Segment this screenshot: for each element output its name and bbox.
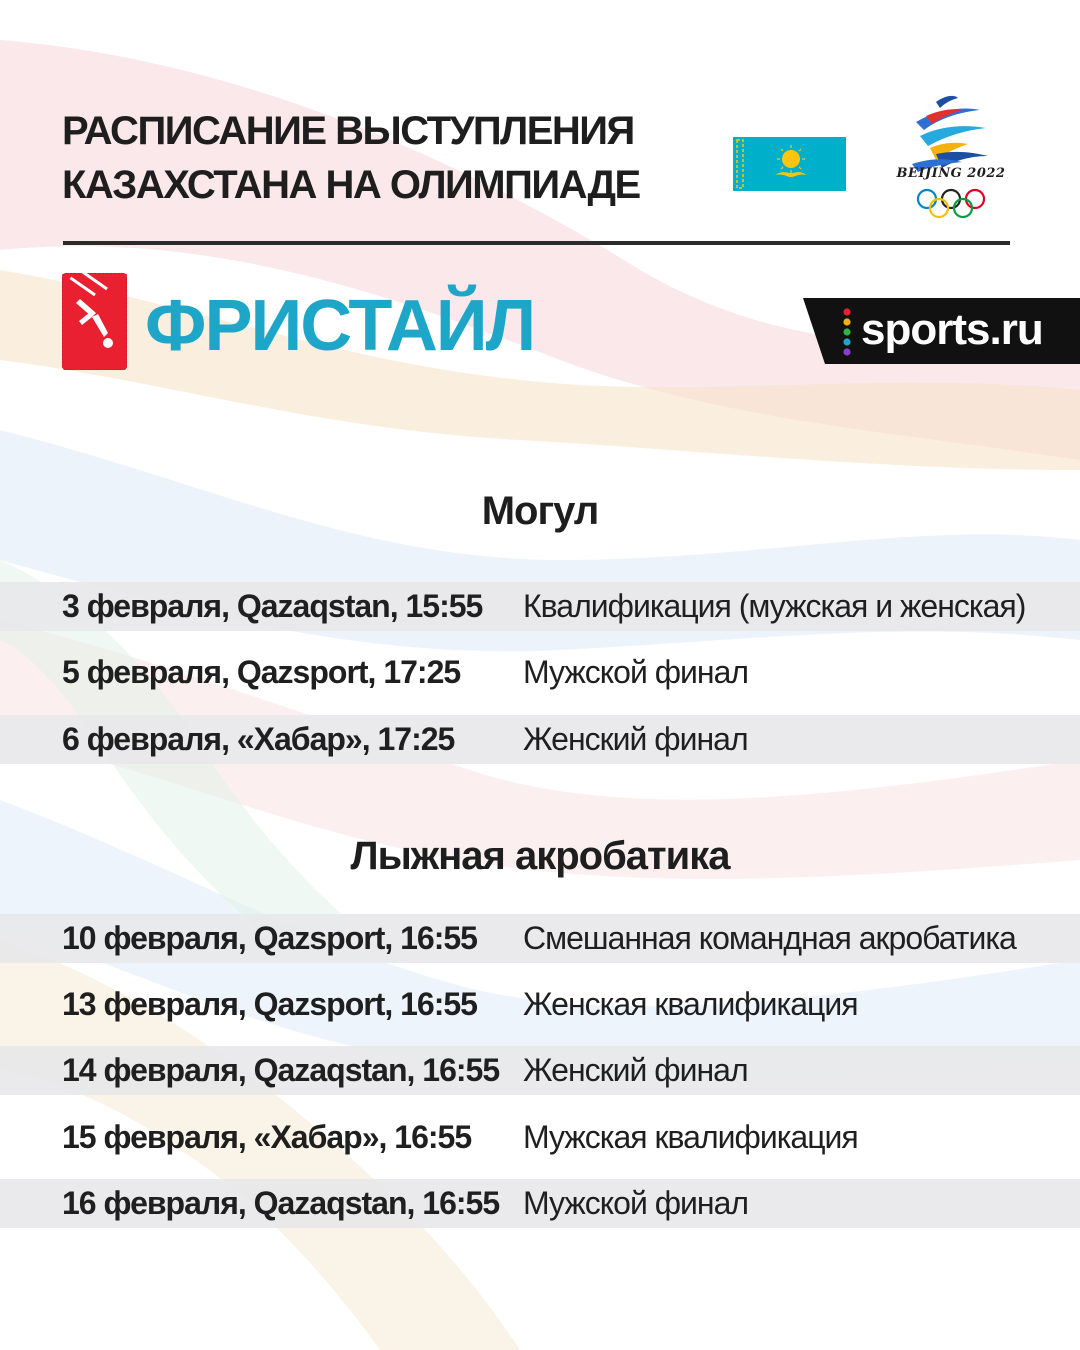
event-datetime-channel: 6 февраля, «Хабар», 17:25	[62, 721, 455, 757]
schedule-row	[0, 582, 1080, 631]
event-name: Мужской финал	[523, 1185, 749, 1221]
event-datetime-channel: 13 февраля, Qazsport, 16:55	[62, 986, 477, 1022]
event-name: Мужская квалификация	[523, 1119, 858, 1155]
schedule-row	[0, 980, 1080, 1029]
event-name: Женский финал	[523, 721, 748, 757]
section-heading-aerials: Лыжная акробатика	[350, 834, 730, 878]
sports-ru-wordmark: sports.ru	[861, 305, 1043, 354]
beijing-2022-text: BEIJING 2022	[896, 166, 1006, 181]
schedule-row	[0, 914, 1080, 963]
event-name: Смешанная командная акробатика	[523, 920, 1016, 956]
schedule-row	[0, 1113, 1080, 1162]
page-title	[62, 104, 702, 212]
schedule-row	[0, 715, 1080, 764]
event-datetime-channel: 14 февраля, Qazaqstan, 16:55	[62, 1052, 500, 1088]
event-name: Квалификация (мужская и женская)	[523, 588, 1026, 624]
kazakhstan-flag-icon	[733, 137, 846, 191]
event-name: Мужской финал	[523, 654, 749, 690]
event-datetime-channel: 15 февраля, «Хабар», 16:55	[62, 1119, 472, 1155]
sport-title: ФРИСТАЙЛ	[145, 286, 535, 366]
page-title-line-1: РАСПИСАНИЕ ВЫСТУПЛЕНИЯ	[62, 109, 634, 153]
sports-ru-logo	[803, 298, 1080, 364]
event-name: Женская квалификация	[523, 986, 858, 1022]
schedule-row	[0, 1179, 1080, 1228]
schedule-row	[0, 648, 1080, 697]
olympic-rings-icon	[915, 187, 987, 221]
freestyle-skier-icon	[62, 273, 127, 370]
event-name: Женский финал	[523, 1052, 748, 1088]
event-datetime-channel: 10 февраля, Qazsport, 16:55	[62, 920, 477, 956]
beijing-2022-logo	[896, 92, 1006, 227]
event-datetime-channel: 3 февраля, Qazaqstan, 15:55	[62, 588, 483, 624]
section-heading-mogul: Могул	[481, 489, 599, 533]
page-title-line-2: КАЗАХСТАНА НА ОЛИМПИАДЕ	[62, 163, 640, 207]
schedule-row	[0, 1046, 1080, 1095]
event-datetime-channel: 16 февраля, Qazaqstan, 16:55	[62, 1185, 500, 1221]
header-divider	[63, 241, 1010, 245]
event-datetime-channel: 5 февраля, Qazsport, 17:25	[62, 654, 461, 690]
